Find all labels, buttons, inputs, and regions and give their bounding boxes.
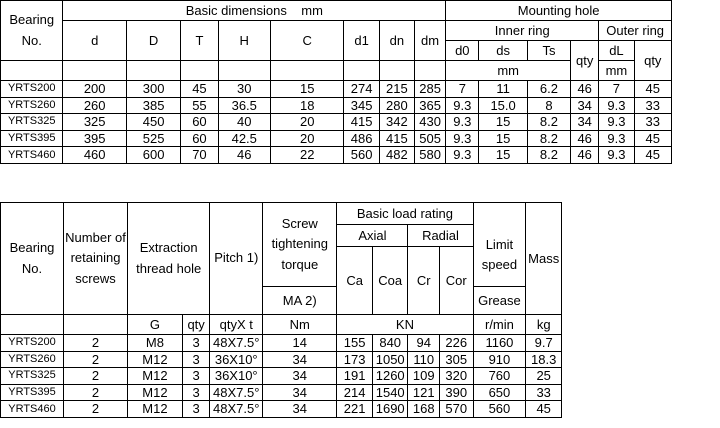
header-T: T [181,21,218,61]
table-cell: 560 [473,401,526,418]
table-cell: 34 [263,368,337,385]
table-cell: 1540 [372,384,408,401]
header-number-of-screws: Number of retaining screws [64,203,128,315]
table-cell: 342 [379,114,414,131]
table-cell: 525 [126,130,180,147]
table-cell: YRTS260 [1,97,63,114]
table-cell: 46 [571,147,599,164]
table-cell: 9.3 [599,130,634,147]
table-cell: 48X7.5° [210,401,263,418]
table-cell: 121 [408,384,440,401]
table-cell: 3 [182,368,209,385]
table-cell: 70 [181,147,218,164]
table-cell: 46 [571,81,599,98]
table-cell: YRTS460 [1,401,64,418]
header-radial: Radial [408,225,473,247]
table-cell: 60 [181,130,218,147]
table-cell: 8.2 [527,147,570,164]
header-limit-speed: Limit speed [473,225,526,287]
header-dn: dn [379,21,414,61]
table-cell: 33 [634,97,671,114]
table-cell: 3 [182,384,209,401]
table-cell: 15 [479,114,527,131]
table-cell: 15.0 [479,97,527,114]
table-cell: 168 [408,401,440,418]
table-cell: 36.5 [218,97,270,114]
header-grease: Grease [473,287,526,315]
table-cell: 18.3 [526,351,562,368]
table-cell: 415 [379,130,414,147]
header-D: D [126,21,180,61]
table-cell: 840 [372,335,408,352]
table-cell: 55 [181,97,218,114]
table-cell: 2 [64,351,128,368]
table-cell: 7 [446,81,479,98]
header-bearing-no: Bearing No. [1,1,63,61]
table-cell: YRTS460 [1,147,63,164]
table-cell: 3 [182,401,209,418]
header-coa: Coa [372,247,408,315]
header-d1: d1 [344,21,379,61]
table-cell: YRTS200 [1,335,64,352]
header-axial: Axial [337,225,408,247]
table-cell: 910 [473,351,526,368]
table-cell: YRTS395 [1,384,64,401]
table-cell: 45 [634,130,671,147]
table-cell: 2 [64,335,128,352]
header-unit-qtyxt: qtyX t [210,315,263,335]
header-Ts: Ts [527,41,570,61]
table-cell: 8 [527,97,570,114]
table-cell: 395 [63,130,126,147]
table-cell: 415 [344,114,379,131]
table-cell: 40 [218,114,270,131]
header-unit-mm-outer: mm [599,61,634,81]
header-unit-kg: kg [526,315,562,335]
header-dL: dL [599,41,634,61]
table-cell: 155 [337,335,373,352]
table-cell: 30 [218,81,270,98]
table-cell: 274 [344,81,379,98]
header-unit-rmin: r/min [473,315,526,335]
header-ma: MA 2) [263,287,337,315]
table-cell: 45 [181,81,218,98]
table-cell: M12 [128,384,183,401]
table-cell: 9.3 [446,130,479,147]
table-cell: 173 [337,351,373,368]
table-cell: 560 [344,147,379,164]
table-cell: 1260 [372,368,408,385]
table-cell: M8 [128,335,183,352]
table-cell: 22 [270,147,344,164]
table-cell: 8.2 [527,114,570,131]
header-extraction-thread-hole: Extraction thread hole [128,203,210,315]
table-cell: 20 [270,130,344,147]
load-rating-table [0,202,562,418]
table-cell: 385 [126,97,180,114]
header-outer-ring: Outer ring [599,21,672,41]
table-cell: 34 [263,351,337,368]
header-qty-inner: qty [571,41,599,81]
table-cell: 34 [263,401,337,418]
table-cell: 46 [218,147,270,164]
header-d0: d0 [446,41,479,61]
table-cell: 48X7.5° [210,335,263,352]
table-cell: 45 [634,147,671,164]
header-screw-tightening-torque: Screw tightening torque [263,203,337,287]
table-cell: 34 [571,97,599,114]
table-cell: 11 [479,81,527,98]
table-cell: 3 [182,351,209,368]
table-cell: 14 [263,335,337,352]
table-cell: 285 [414,81,445,98]
table-cell: 486 [344,130,379,147]
table-cell: 9.3 [599,147,634,164]
table-cell: 345 [344,97,379,114]
table-cell: 25 [526,368,562,385]
table-cell: YRTS325 [1,368,64,385]
table-cell: 1160 [473,335,526,352]
table-cell: 2 [64,368,128,385]
table-cell: 580 [414,147,445,164]
header-mass: Mass [526,203,562,315]
header-dm: dm [414,21,445,61]
table-cell: 650 [473,384,526,401]
table-cell: 45 [526,401,562,418]
header-pitch: Pitch 1) [210,203,263,315]
table-cell: 36X10° [210,351,263,368]
table-cell: 9.7 [526,335,562,352]
header-mounting-hole: Mounting hole [446,1,672,21]
table-cell: 94 [408,335,440,352]
header-unit-qty: qty [182,315,209,335]
header-cor: Cor [439,247,473,315]
table-cell: 320 [439,368,473,385]
table-cell: 280 [379,97,414,114]
table-cell: 260 [63,97,126,114]
header-unit-g: G [128,315,183,335]
table-cell: 9.3 [599,97,634,114]
table-cell: 214 [337,384,373,401]
table-cell: 109 [408,368,440,385]
table-cell: YRTS200 [1,81,63,98]
header-inner-ring: Inner ring [446,21,599,41]
table-cell: 46 [571,130,599,147]
table-cell: 300 [126,81,180,98]
header-C: C [270,21,344,61]
table-cell: 191 [337,368,373,385]
table-cell: 1690 [372,401,408,418]
table-cell: 2 [64,384,128,401]
header-H: H [218,21,270,61]
table-cell: 34 [263,384,337,401]
header-ca: Ca [337,247,373,315]
header-cr: Cr [408,247,440,315]
table-cell: M12 [128,351,183,368]
table-cell: YRTS395 [1,130,63,147]
header-unit-mm-inner: mm [446,61,571,81]
table-cell: 9.3 [446,97,479,114]
table-cell: 2 [64,401,128,418]
table-cell: 390 [439,384,473,401]
table-cell: 60 [181,114,218,131]
table-cell: 6.2 [527,81,570,98]
table-cell: 3 [182,335,209,352]
table-cell: 8.2 [527,130,570,147]
table-cell: 48X7.5° [210,384,263,401]
table-cell: 221 [337,401,373,418]
table-cell: 45 [634,81,671,98]
table-cell: 200 [63,81,126,98]
table-cell: M12 [128,401,183,418]
table-cell: 325 [63,114,126,131]
header-bearing-no: Bearing No. [1,203,64,315]
table-cell: 430 [414,114,445,131]
table-cell: 36X10° [210,368,263,385]
table-cell: 9.3 [599,114,634,131]
table-cell: 482 [379,147,414,164]
table-cell: 18 [270,97,344,114]
table-cell: 450 [126,114,180,131]
table-cell: YRTS325 [1,114,63,131]
dimensions-table [0,0,672,164]
table-cell: 1050 [372,351,408,368]
table-cell: 15 [479,147,527,164]
table-cell: 305 [439,351,473,368]
header-basic-load-rating: Basic load rating [337,203,473,225]
table-cell: 9.3 [446,114,479,131]
table-cell: 505 [414,130,445,147]
table-cell: 110 [408,351,440,368]
table-cell: 33 [634,114,671,131]
table-cell: 42.5 [218,130,270,147]
table-cell: 15 [270,81,344,98]
header-unit-nm: Nm [263,315,337,335]
header-qty-outer: qty [634,41,671,81]
table-cell: 15 [479,130,527,147]
table-cell: 34 [571,114,599,131]
table-cell: 365 [414,97,445,114]
table-cell: 9.3 [446,147,479,164]
table-cell: 760 [473,368,526,385]
table-cell: 7 [599,81,634,98]
table-cell: 226 [439,335,473,352]
table-cell: 570 [439,401,473,418]
table-cell: 20 [270,114,344,131]
header-d: d [63,21,126,61]
table-cell: 460 [63,147,126,164]
header-ds: ds [479,41,527,61]
table-cell: 600 [126,147,180,164]
header-unit-kn: KN [337,315,473,335]
table-cell: YRTS260 [1,351,64,368]
header-basic-dimensions: Basic dimensions mm [63,1,446,21]
table-cell: 33 [526,384,562,401]
table-cell: 215 [379,81,414,98]
table-cell: M12 [128,368,183,385]
